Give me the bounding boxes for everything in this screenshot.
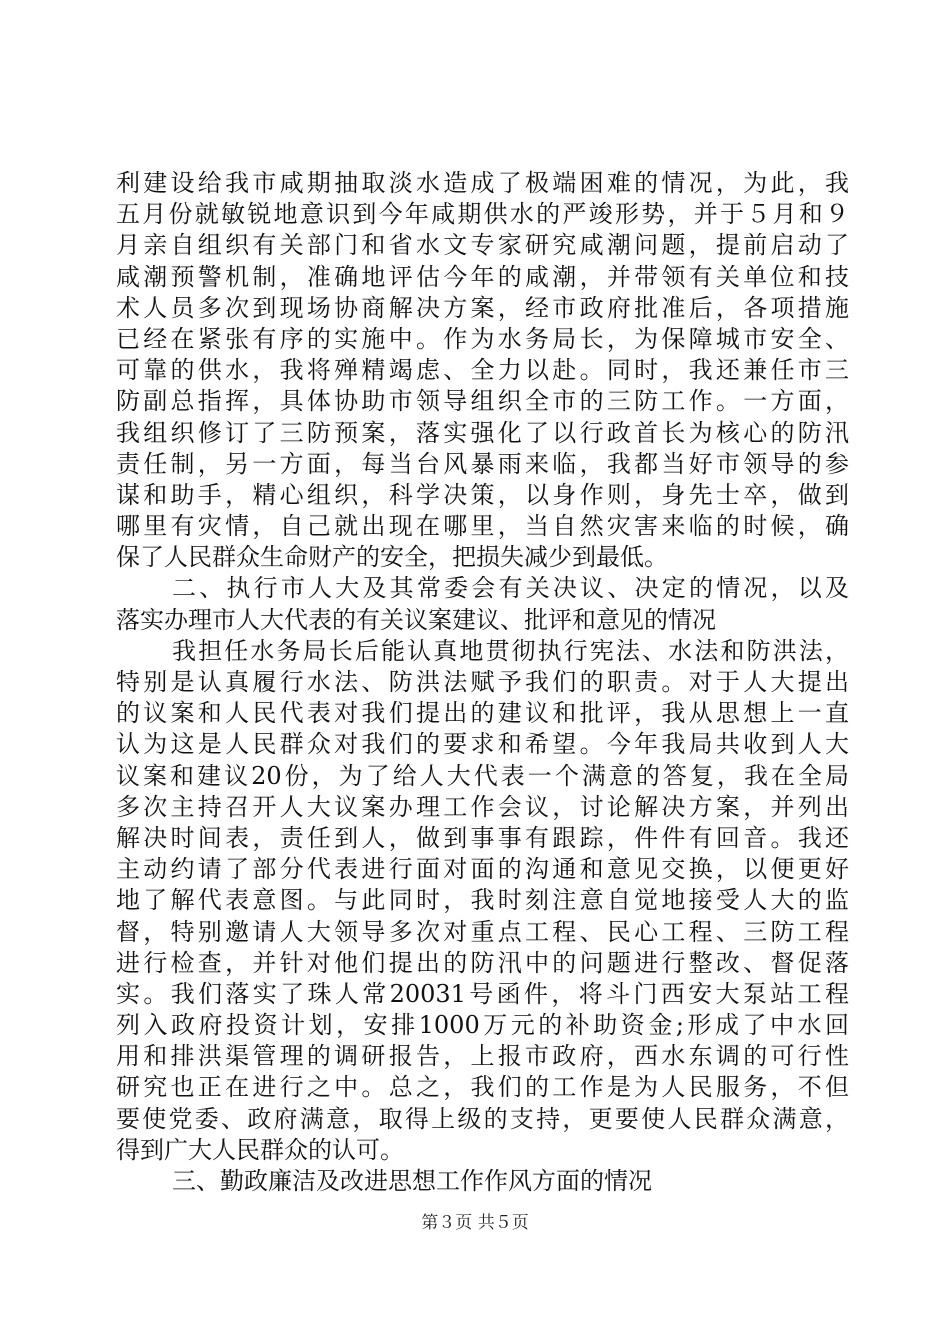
text-line: 解决时间表，责任到人，做到事事有跟踪，件件有回音。我还: [116, 823, 849, 852]
text-line: 谋和助手，精心组织，科学决策，以身作则，身先士卒，做到: [116, 480, 849, 509]
text-line: 防副总指挥，具体协助市领导组织全市的三防工作。一方面，: [116, 387, 849, 416]
page-number-footer: 第３页 共５页: [421, 1213, 529, 1233]
text-line: 多次主持召开人大议案办理工作会议，讨论解决方案，并列出: [116, 792, 849, 821]
text-line: 督，特别邀请人大领导多次对重点工程、民心工程、三防工程: [116, 917, 849, 946]
text-line: 责任制，另一方面，每当台风暴雨来临，我都当好市领导的参: [116, 449, 849, 478]
text-line: 三、勤政廉洁及改进思想工作作风方面的情况: [172, 1167, 652, 1195]
text-line: 实。我们落实了珠人常20031号函件，将斗门西安大泵站工程: [116, 979, 849, 1008]
text-line: 主动约请了部分代表进行面对面的沟通和意见交换，以便更好: [116, 855, 849, 884]
text-line: 月亲自组织有关部门和省水文专家研究咸潮问题，提前启动了: [116, 231, 849, 260]
text-line: 术人员多次到现场协商解决方案，经市政府批准后，各项措施: [116, 293, 849, 322]
text-line: 利建设给我市咸期抽取淡水造成了极端困难的情况，为此，我: [116, 169, 849, 197]
text-line: 认为这是人民群众对我们的要求和希望。今年我局共收到人大: [116, 730, 849, 759]
text-line: 的议案和人民代表对我们提出的建议和批评，我从思想上一直: [116, 699, 849, 728]
text-line: 已经在紧张有序的实施中。作为水务局长，为保障城市安全、: [116, 324, 849, 353]
text-line: 要使党委、政府满意，取得上级的支持，更要使人民群众满意，: [116, 1104, 849, 1133]
text-line: 地了解代表意图。与此同时，我时刻注意自觉地接受人大的监: [116, 886, 849, 915]
text-line: 进行检查，并针对他们提出的防汛中的问题进行整改、督促落: [116, 948, 849, 977]
text-line: 特别是认真履行水法、防洪法赋予我们的职责。对于人大提出: [116, 668, 849, 696]
text-line: 用和排洪渠管理的调研报告，上报市政府，西水东调的可行性: [116, 1042, 849, 1071]
text-line: 咸潮预警机制，准确地评估今年的咸潮，并带领有关单位和技: [116, 262, 849, 291]
text-line: 保了人民群众生命财产的安全，把损失减少到最低。: [116, 543, 668, 572]
text-line: 我组织修订了三防预案，落实强化了以行政首长为核心的防汛: [116, 418, 849, 447]
text-line: 得到广大人民群众的认可。: [116, 1135, 404, 1164]
text-line: 可靠的供水，我将殚精竭虑、全力以赴。同时，我还兼任市三: [116, 356, 849, 385]
text-line: 议案和建议20份，为了给人大代表一个满意的答复，我在全局: [116, 761, 849, 790]
text-line: 二、执行市人大及其常委会有关决议、决定的情况，以及: [172, 574, 849, 603]
text-line: 哪里有灾情，自己就出现在哪里，当自然灾害来临的时候，确: [116, 512, 849, 541]
text-line: 研究也正在进行之中。总之，我们的工作是为人民服务，不但: [116, 1073, 849, 1102]
document-body: [116, 168, 849, 1197]
text-line: 落实办理市人大代表的有关议案建议、批评和意见的情况: [116, 605, 716, 634]
text-line: 列入政府投资计划，安排1000万元的补助资金;形成了中水回: [116, 1011, 849, 1040]
text-line: 我担任水务局长后能认真地贯彻执行宪法、水法和防洪法，: [172, 636, 849, 665]
text-line: 五月份就敏锐地意识到今年咸期供水的严竣形势，并于５月和９: [116, 200, 849, 229]
